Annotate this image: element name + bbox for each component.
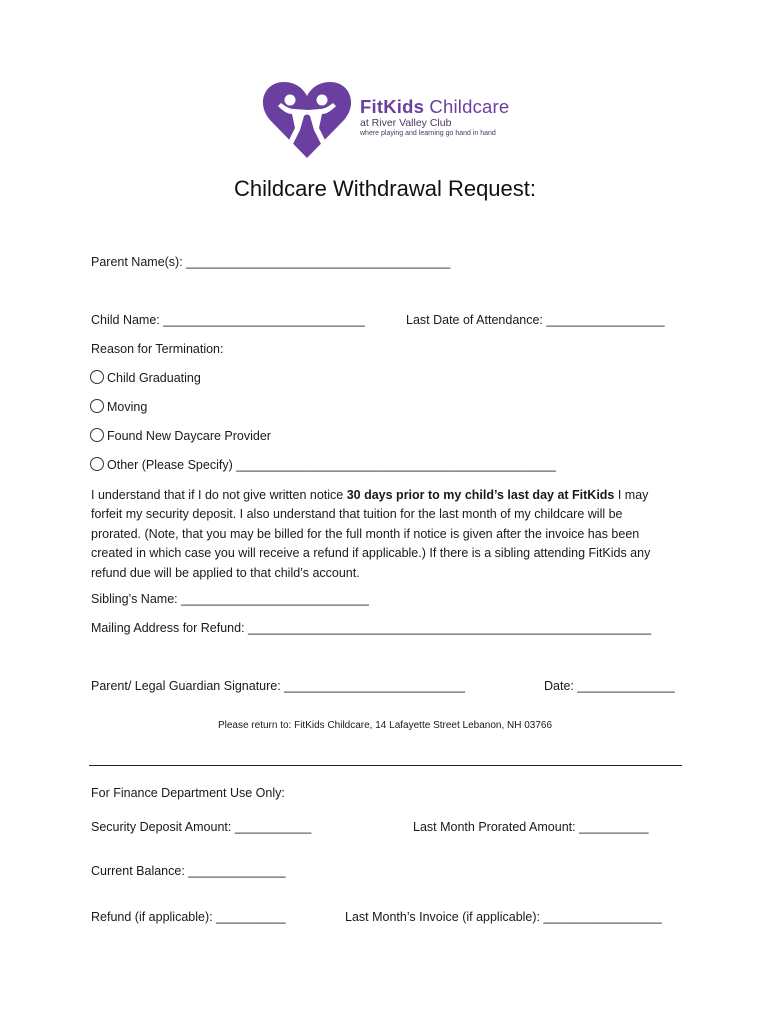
last-month-prorated-field[interactable]: Last Month Prorated Amount: __________ [413,820,649,834]
mailing-address-field[interactable]: Mailing Address for Refund: __________________________________________________________ [91,621,652,635]
logo-brand-name: FitKids Childcare [360,96,510,117]
notice-line: created in which case you will receive a refund if applicable.) If there is a sibling attending FitKids any [91,546,651,561]
notice-line: refund due will be applied to that child’s account. [91,565,360,580]
return-address: Please return to: FitKids Childcare, 14 Lafayette Street Lebanon, NH 03766 [217,720,553,731]
radio-icon[interactable] [90,428,104,442]
finance-heading: For Finance Department Use Only: [91,786,285,800]
signature-field[interactable]: Parent/ Legal Guardian Signature: __________________________ [91,679,465,693]
logo-subtitle: at River Valley Club [360,117,452,129]
logo-tagline: where playing and learning go hand in hand [360,130,496,137]
date-field[interactable]: Date: ______________ [544,679,675,693]
reason-option-new-provider[interactable]: Found New Daycare Provider [90,428,271,444]
sibling-name-field[interactable]: Sibling’s Name: ___________________________ [91,592,369,606]
radio-icon[interactable] [90,457,104,471]
reason-label: Reason for Termination: [91,342,224,356]
current-balance-field[interactable]: Current Balance: ______________ [91,864,286,878]
last-month-invoice-field[interactable]: Last Month’s Invoice (if applicable): _________________ [345,910,662,924]
security-deposit-field[interactable]: Security Deposit Amount: ___________ [91,820,312,834]
notice-paragraph [91,486,671,583]
notice-line: I understand that if I do not give written notice 30 days prior to my child’s last day at FitKids I may [91,488,649,502]
radio-icon[interactable] [90,399,104,413]
notice-line: forfeit my security deposit. I also understand that tuition for the last month of my childcare will be [91,507,623,522]
child-name-field[interactable]: Child Name: _____________________________ [91,313,365,327]
reason-option-other[interactable]: Other (Please Specify) ______________________________________________ [90,457,556,473]
parent-names-field[interactable]: Parent Name(s): ______________________________________ [91,255,451,269]
section-divider [89,765,682,766]
refund-field[interactable]: Refund (if applicable): __________ [91,910,286,924]
radio-icon[interactable] [90,370,104,384]
heart-figures-icon [262,78,352,160]
last-date-field[interactable]: Last Date of Attendance: _________________ [406,313,665,327]
reason-option-graduating[interactable]: Child Graduating [90,370,201,386]
notice-line: prorated. (Note, that you may be billed for the full month if notice is given after the invoice has been [91,526,640,541]
reason-option-moving[interactable]: Moving [90,399,147,415]
fitkids-logo [262,78,512,160]
page-title: Childcare Withdrawal Request: [233,176,537,201]
